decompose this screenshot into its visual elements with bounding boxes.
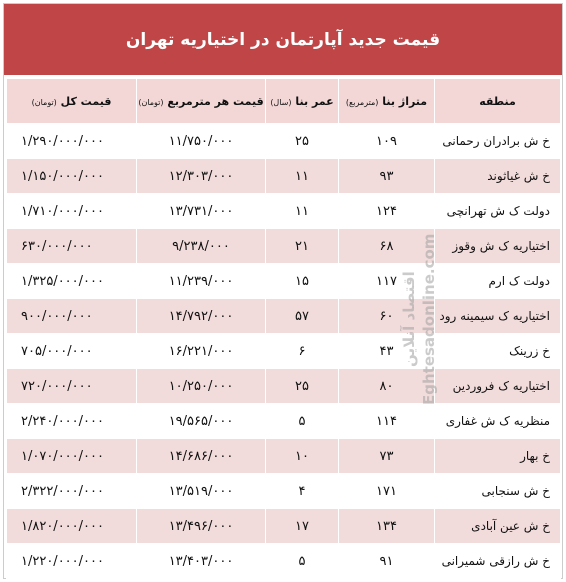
cell-region: خ ش عین آبادی [435, 509, 561, 544]
table-header-row [7, 79, 561, 124]
page-title: قیمت جدید آپارتمان در اختیاریه تهران [125, 29, 441, 50]
cell-area: ۶۰ [339, 299, 435, 334]
cell-area: ۱۱۴ [339, 404, 435, 439]
table-row [7, 404, 561, 439]
cell-age: ۵ [266, 544, 339, 579]
title-bar [4, 4, 562, 76]
cell-region: دولت ک ش تهرانچی [435, 194, 561, 229]
cell-price-per-m2: ۱۳/۴۹۶/۰۰۰ [137, 509, 266, 544]
cell-total-price: ۶۳۰/۰۰۰/۰۰۰ [7, 229, 137, 264]
cell-age: ۵۷ [266, 299, 339, 334]
cell-region: منظریه ک ش غفاری [435, 404, 561, 439]
cell-total-price: ۹۰۰/۰۰۰/۰۰۰ [7, 299, 137, 334]
table-row [7, 229, 561, 264]
cell-area: ۱۰۹ [339, 124, 435, 159]
cell-price-per-m2: ۱۲/۳۰۳/۰۰۰ [137, 159, 266, 194]
cell-region: خ ش رازقی شمیرانی [435, 544, 561, 579]
cell-age: ۱۱ [266, 159, 339, 194]
cell-region: خ ش برادران رحمانی [435, 124, 561, 159]
cell-area: ۸۰ [339, 369, 435, 404]
cell-area: ۹۱ [339, 544, 435, 579]
cell-total-price: ۱/۱۵۰/۰۰۰/۰۰۰ [7, 159, 137, 194]
cell-area: ۱۷۱ [339, 474, 435, 509]
cell-price-per-m2: ۹/۲۳۸/۰۰۰ [137, 229, 266, 264]
header-age: عمر بنا (سال) [266, 79, 339, 124]
cell-age: ۶ [266, 334, 339, 369]
cell-area: ۱۲۴ [339, 194, 435, 229]
cell-total-price: ۲/۲۴۰/۰۰۰/۰۰۰ [7, 404, 137, 439]
header-price-per-m2: قیمت هر مترمربع (تومان) [137, 79, 266, 124]
cell-age: ۱۷ [266, 509, 339, 544]
cell-price-per-m2: ۱۴/۶۸۶/۰۰۰ [137, 439, 266, 474]
cell-age: ۴ [266, 474, 339, 509]
cell-age: ۱۵ [266, 264, 339, 299]
cell-age: ۲۵ [266, 124, 339, 159]
cell-region: دولت ک ارم [435, 264, 561, 299]
cell-region: اختیاریه ک فروردین [435, 369, 561, 404]
table-row [7, 334, 561, 369]
cell-area: ۱۳۴ [339, 509, 435, 544]
cell-total-price: ۱/۳۲۵/۰۰۰/۰۰۰ [7, 264, 137, 299]
header-area: متراژ بنا (مترمربع) [339, 79, 435, 124]
table-row [7, 474, 561, 509]
cell-price-per-m2: ۱۹/۵۶۵/۰۰۰ [137, 404, 266, 439]
header-region: منطقه [435, 79, 561, 124]
cell-age: ۱۱ [266, 194, 339, 229]
cell-price-per-m2: ۱۳/۴۰۳/۰۰۰ [137, 544, 266, 579]
cell-price-per-m2: ۱۱/۲۳۹/۰۰۰ [137, 264, 266, 299]
cell-price-per-m2: ۱۳/۷۳۱/۰۰۰ [137, 194, 266, 229]
cell-region: خ ش سنجابی [435, 474, 561, 509]
header-total-price: قیمت کل (تومان) [7, 79, 137, 124]
table-row [7, 439, 561, 474]
cell-region: خ زرینک [435, 334, 561, 369]
cell-area: ۱۱۷ [339, 264, 435, 299]
cell-total-price: ۱/۷۱۰/۰۰۰/۰۰۰ [7, 194, 137, 229]
table-row [7, 369, 561, 404]
cell-region: اختیاریه ک ش وقوز [435, 229, 561, 264]
cell-price-per-m2: ۱۳/۵۱۹/۰۰۰ [137, 474, 266, 509]
table-row [7, 299, 561, 334]
cell-price-per-m2: ۱۶/۲۲۱/۰۰۰ [137, 334, 266, 369]
cell-region: خ بهار [435, 439, 561, 474]
table-row [7, 544, 561, 579]
cell-total-price: ۱/۸۲۰/۰۰۰/۰۰۰ [7, 509, 137, 544]
cell-total-price: ۷۲۰/۰۰۰/۰۰۰ [7, 369, 137, 404]
table-row [7, 264, 561, 299]
cell-region: خ ش غیاثوند [435, 159, 561, 194]
cell-price-per-m2: ۱۴/۷۹۲/۰۰۰ [137, 299, 266, 334]
cell-total-price: ۷۰۵/۰۰۰/۰۰۰ [7, 334, 137, 369]
cell-area: ۷۳ [339, 439, 435, 474]
cell-total-price: ۲/۳۲۲/۰۰۰/۰۰۰ [7, 474, 137, 509]
cell-area: ۴۳ [339, 334, 435, 369]
table-row [7, 124, 561, 159]
cell-age: ۲۵ [266, 369, 339, 404]
table-row [7, 159, 561, 194]
cell-area: ۹۳ [339, 159, 435, 194]
price-table-card [3, 3, 563, 579]
cell-age: ۲۱ [266, 229, 339, 264]
cell-price-per-m2: ۱۱/۷۵۰/۰۰۰ [137, 124, 266, 159]
cell-price-per-m2: ۱۰/۲۵۰/۰۰۰ [137, 369, 266, 404]
cell-area: ۶۸ [339, 229, 435, 264]
table-row [7, 194, 561, 229]
table-row [7, 509, 561, 544]
cell-region: اختیاریه ک سیمینه رود [435, 299, 561, 334]
cell-age: ۱۰ [266, 439, 339, 474]
cell-total-price: ۱/۲۹۰/۰۰۰/۰۰۰ [7, 124, 137, 159]
watermark: اقتصاد آنلاین Eghtesadonline.com [400, 233, 438, 405]
cell-total-price: ۱/۰۷۰/۰۰۰/۰۰۰ [7, 439, 137, 474]
price-table [6, 78, 561, 579]
cell-total-price: ۱/۲۲۰/۰۰۰/۰۰۰ [7, 544, 137, 579]
cell-age: ۵ [266, 404, 339, 439]
